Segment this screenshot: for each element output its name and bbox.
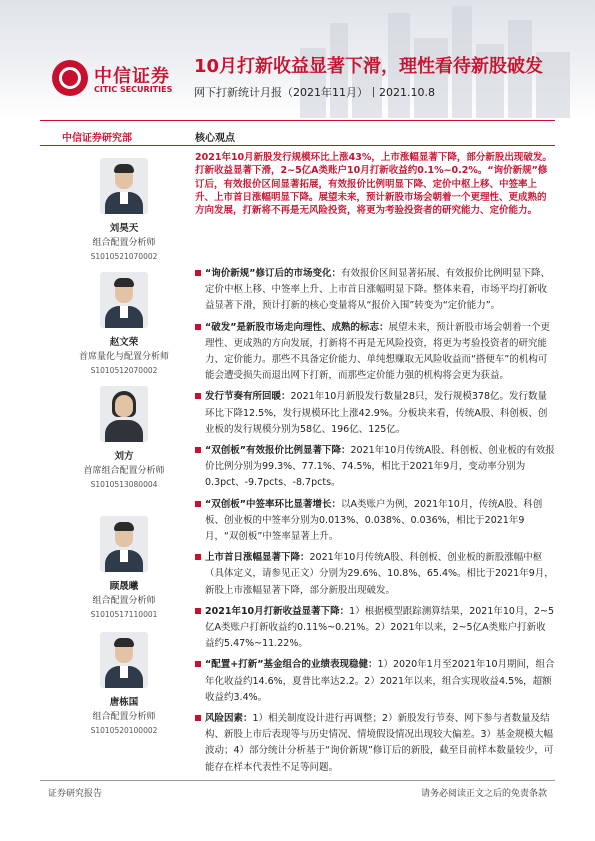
- bullet-text: 1）2020年1月至2021年10月期间，组合年化收益约14.6%，夏普比率达2.2。2）2021年以来，组合实现收益4.5%，超额收益约3.4%。: [205, 659, 555, 703]
- analyst-name: 顾晟曦: [109, 581, 139, 592]
- bullet-item: [195, 711, 555, 776]
- bullet-text: 有效报价区间显著拓展、有效报价比例明显下降、定价中枢上移、中签率上升、上市首日涨幅明显下降。整体来看，市场平均打新收益显著下滑，预计打新的核心变量将从“报价入围”转变为“定价能力”。: [205, 268, 551, 312]
- bullet-text: 1）根据模型跟踪测算结果，2021年10月，2~5亿A类账户打新收益约0.11%~0.21%。2）2021年以来，2~5亿A类账户打新收益约5.47%~11.22%。: [205, 605, 555, 650]
- skyline-building: [414, 38, 448, 118]
- report-title: 10月打新收益显著下滑，理性看待新股破发: [194, 56, 544, 77]
- bullet-item: [195, 266, 555, 315]
- analyst-license-id: S1010517110001: [90, 610, 158, 619]
- bullet-text: 以A类账户为例，2021年10月，传统A股、科创板、创业板的中签率分别为0.013%、0.038%、0.036%，相比于2021年9月，“双创板”中签率显著上升。: [205, 498, 543, 543]
- analyst-license-id: S1010521070002: [90, 252, 158, 261]
- bullet-text: 1）相关制度设计进行再调整；2）新股发行节奏、网下参与者数量及结构、新股上市后表现等与历史情况、情境假设情况出现较大偏差。3）基金规模大幅波动；4）部分统计分析基于“询价新规”修订后的新股，截至目前样本数量较少，可能存在样本代表性不足等问题。: [205, 713, 554, 773]
- analyst-role: 首席组合配置分析师: [83, 466, 165, 476]
- bullet-lead: “询价新规”修订后的市场变化：: [205, 268, 341, 279]
- bullet-item: [195, 604, 555, 653]
- logo-cn-text: 中信证券: [94, 66, 170, 87]
- bullet-item: [195, 550, 555, 599]
- bullet-lead: 上市首日涨幅显著下降：: [205, 552, 310, 564]
- bullet-text: 2021年10月传统A股、科创板、创业板的有效报价比例分别为99.3%、77.1%、74.5%，相比于2021年9月，变动率分别为0.3pct、-9.7pcts、-8.7pcts。: [205, 445, 555, 489]
- header-divider: [40, 120, 555, 121]
- analyst-license-id: S1010520100002: [90, 726, 158, 735]
- analyst-photo: [100, 158, 148, 214]
- core-views-heading: 核心观点: [195, 133, 235, 144]
- analyst-card: [64, 386, 184, 489]
- analyst-license-id: S1010513080004: [90, 480, 158, 489]
- bullet-text: 2021年10月新股发行数量28只，发行规模378亿。发行数量环比下降12.5%，发行规模环比上涨42.9%。分板块来看，传统A股、科创板、创业板的发行规模分别为58亿、196亿、125亿。: [205, 391, 548, 435]
- footer-disclaimer: 请务必阅读正文之后的免责条款: [420, 789, 547, 799]
- analyst-photo: [100, 272, 148, 328]
- bullet-item: [195, 389, 555, 438]
- section-divider: [40, 145, 555, 146]
- analyst-card: [64, 158, 184, 261]
- department-heading: 中信证券研究部: [62, 133, 132, 144]
- bullet-lead: “双创板”有效报价比例显著下降：: [205, 445, 351, 457]
- analyst-role: 首席量化与配置分析师: [78, 352, 169, 362]
- analyst-license-id: S1010512070002: [90, 366, 158, 375]
- key-summary: 2021年10月新股发行规模环比上涨43%，上市涨幅显著下降，部分新股出现破发。打新收益显著下滑，2~5亿A类账户10月打新收益约0.1%~0.2%。“询价新规”修订后，有效报价区间显著拓展，有效报价比例明显下降、定价中枢上移、中签率上升、上市首日涨幅明显下降。展望未来，预计新股市场会朝着一个更理性、更成熟的方向发展，打新将不再是无风险投资，将更为考验投资者的研究能力、定价能力。: [195, 152, 552, 217]
- bullet-item: [195, 657, 555, 706]
- bullet-lead: 风险因素：: [205, 713, 253, 725]
- bullet-lead: “破发”是新股市场走向理性、成熟的标志：: [205, 321, 389, 333]
- bullet-text: 2021年10月传统A股、科创板、创业板的新股涨幅中枢（具体定义，请参见正文）分别为29.6%、10.8%、65.4%。相比于2021年9月，新股上市涨幅显著下降，部分新股出现破发。: [205, 552, 554, 596]
- logo-en-text: CITIC SECURITIES: [94, 85, 173, 94]
- bullet-lead: 2021年10月打新收益显著下降：: [205, 605, 350, 617]
- bullet-item: [195, 497, 555, 546]
- report-subtitle: 网下打新统计月报（2021年11月）丨2021.10.8: [194, 86, 435, 99]
- analyst-photo: [100, 386, 148, 442]
- analyst-name: 赵文荣: [109, 337, 139, 348]
- bullet-lead: “双创板”中签率环比显著增长：: [205, 498, 341, 510]
- bullet-item: [195, 443, 555, 492]
- analyst-role: 组合配置分析师: [92, 596, 156, 606]
- footer-divider: [40, 780, 555, 781]
- footer-report-type: 证券研究报告: [48, 789, 103, 799]
- analyst-role: 组合配置分析师: [92, 712, 156, 722]
- analyst-name: 刘方: [114, 451, 134, 462]
- bullet-lead: “配置+打新”基金组合的业绩表现稳健：: [205, 659, 378, 671]
- analyst-name: 唐栋国: [109, 697, 139, 708]
- bullet-lead: 发行节奏有所回暖：: [205, 391, 291, 403]
- analyst-card: [64, 516, 184, 619]
- analyst-photo: [100, 632, 148, 688]
- analyst-name: 刘昊天: [109, 223, 139, 234]
- bullet-text: 展望未来，预计新股市场会朝着一个更理性、更成熟的方向发展，打新将不再是无风险投资，将更为考验投资者的研究能力、定价能力。那些不具备定价能力、单纯想赚取无风险收益而“搭便车”的机构可能会遭受损失而退出网下打新，而那些定价能力强的机构将会更为获益。: [205, 321, 551, 382]
- bullet-list: [195, 266, 555, 781]
- analyst-role: 组合配置分析师: [92, 238, 156, 248]
- analyst-card: [64, 632, 184, 735]
- analyst-card: [64, 272, 184, 375]
- citic-logo: [52, 60, 182, 100]
- analyst-photo: [100, 516, 148, 572]
- citic-logo-icon: [52, 60, 88, 96]
- bullet-item: [195, 320, 555, 385]
